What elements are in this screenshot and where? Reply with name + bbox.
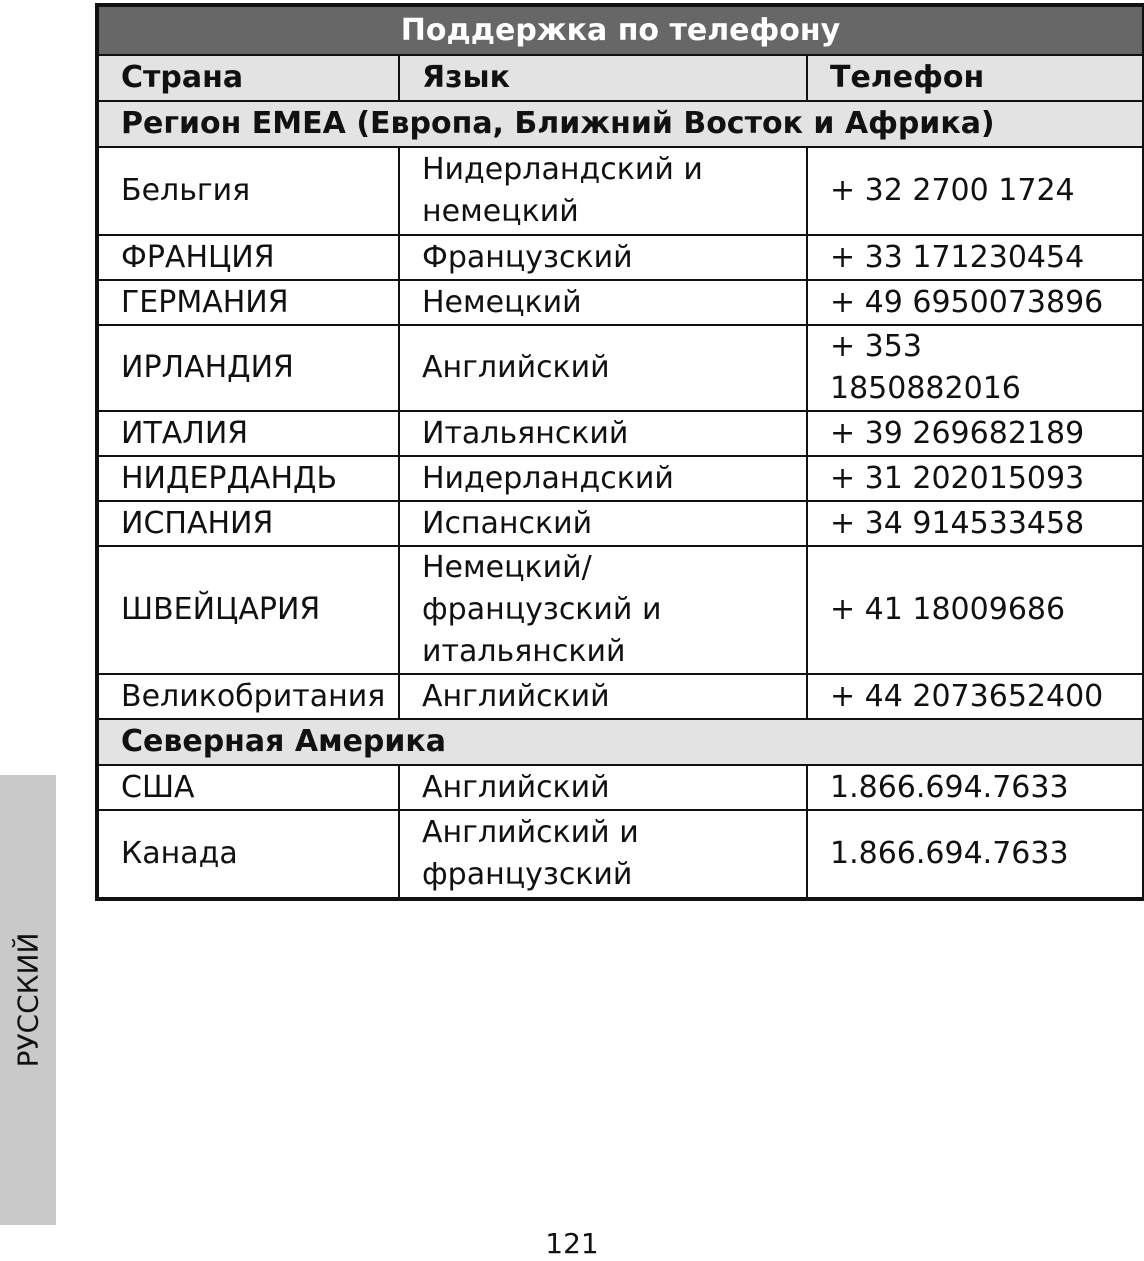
region-name: Регион EMEA (Европа, Ближний Восток и Африка) — [97, 101, 1144, 147]
country-cell: Канада — [97, 810, 399, 899]
table-row — [97, 546, 1144, 674]
phone-cell: + 41 18009686 — [807, 546, 1144, 674]
table-row — [97, 235, 1144, 280]
table-row — [97, 674, 1144, 719]
country-cell: НИДЕРДАНДЬ — [97, 456, 399, 501]
column-header-phone: Телефон — [807, 55, 1144, 101]
country-cell: США — [97, 765, 399, 810]
region-name: Северная Америка — [97, 719, 1144, 765]
country-cell: ИСПАНИЯ — [97, 501, 399, 546]
phone-cell: + 32 2700 1724 — [807, 147, 1144, 235]
country-cell: ИРЛАНДИЯ — [97, 325, 399, 411]
table-row — [97, 810, 1144, 899]
phone-support-table — [95, 3, 1144, 901]
table-row — [97, 456, 1144, 501]
country-cell: Великобритания — [97, 674, 399, 719]
region-row-emea — [97, 101, 1144, 147]
language-cell: Английский и французский — [399, 810, 807, 899]
language-cell: Английский — [399, 325, 807, 411]
phone-cell: + 353 1850882016 — [807, 325, 1144, 411]
table-row — [97, 501, 1144, 546]
table-row — [97, 325, 1144, 411]
language-cell: Нидерландский — [399, 456, 807, 501]
country-cell: ФРАНЦИЯ — [97, 235, 399, 280]
table-title: Поддержка по телефону — [97, 5, 1144, 55]
column-header-row — [97, 55, 1144, 101]
language-cell: Английский — [399, 765, 807, 810]
phone-cell: 1.866.694.7633 — [807, 810, 1144, 899]
table-row — [97, 147, 1144, 235]
language-cell: Итальянский — [399, 411, 807, 456]
column-header-country: Страна — [97, 55, 399, 101]
language-cell: Испанский — [399, 501, 807, 546]
table-row — [97, 280, 1144, 325]
country-cell: ГЕРМАНИЯ — [97, 280, 399, 325]
language-cell: Французский — [399, 235, 807, 280]
language-cell: Немецкий/ французский и итальянский — [399, 546, 807, 674]
country-cell: ИТАЛИЯ — [97, 411, 399, 456]
phone-cell: + 34 914533458 — [807, 501, 1144, 546]
language-cell: Английский — [399, 674, 807, 719]
table-row — [97, 411, 1144, 456]
region-row-north-america — [97, 719, 1144, 765]
language-side-tab-label: РУССКИЙ — [11, 932, 45, 1068]
table-row — [97, 765, 1144, 810]
page-number: 121 — [545, 1227, 599, 1260]
phone-cell: 1.866.694.7633 — [807, 765, 1144, 810]
country-cell: Бельгия — [97, 147, 399, 235]
phone-cell: + 44 2073652400 — [807, 674, 1144, 719]
phone-cell: + 39 269682189 — [807, 411, 1144, 456]
language-cell: Нидерландский и немецкий — [399, 147, 807, 235]
country-cell: ШВЕЙЦАРИЯ — [97, 546, 399, 674]
phone-cell: + 49 6950073896 — [807, 280, 1144, 325]
phone-cell: + 33 171230454 — [807, 235, 1144, 280]
language-cell: Немецкий — [399, 280, 807, 325]
column-header-language: Язык — [399, 55, 807, 101]
phone-cell: + 31 202015093 — [807, 456, 1144, 501]
